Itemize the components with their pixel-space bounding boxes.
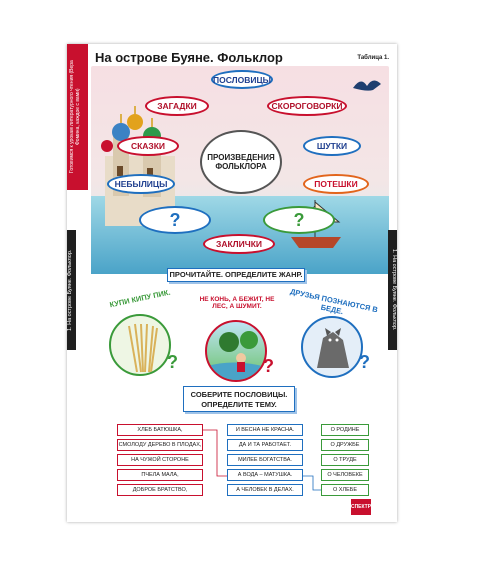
fine-print bbox=[373, 499, 393, 515]
theme-box[interactable]: О ХЛЕБЕ bbox=[321, 484, 369, 496]
genre-text-3: ДРУЗЬЯ ПОЗНАЮТСЯ В БЕДЕ. bbox=[289, 286, 379, 317]
proverb-left[interactable]: ДОБРОЕ БРАТСТВО, bbox=[117, 484, 203, 496]
theme-box[interactable]: О РОДИНЕ bbox=[321, 424, 369, 436]
bubble-question-right: ? bbox=[263, 206, 335, 234]
bubble-question-left: ? bbox=[139, 206, 211, 234]
proverb-right[interactable]: А ЧЕЛОВЕК В ДЕЛАХ. bbox=[227, 484, 303, 496]
sticks-illustration bbox=[111, 316, 171, 376]
proverb-left[interactable]: ХЛЕБ БАТЮШКА, bbox=[117, 424, 203, 436]
proverb-left[interactable]: ПЧЕЛА МАЛА, bbox=[117, 469, 203, 481]
proverb-right[interactable]: ДА И ТА РАБОТАЕТ. bbox=[227, 439, 303, 451]
bubble-poslovitsy: ПОСЛОВИЦЫ bbox=[211, 70, 273, 89]
red-strip-text: Готовимся к урокам литературного чтения (Вера Фомина, каждое с вами) bbox=[69, 60, 81, 174]
red-strip bbox=[67, 44, 88, 190]
bubble-zagadki: ЗАГАДКИ bbox=[145, 96, 209, 116]
wolf-illustration bbox=[303, 318, 363, 378]
question-mark-2: ? bbox=[263, 356, 274, 376]
question-mark-1: ? bbox=[167, 352, 178, 372]
theme-box[interactable]: О ТРУДЕ bbox=[321, 454, 369, 466]
bubble-zaklichki: ЗАКЛИЧКИ bbox=[203, 234, 275, 254]
bubble-poteshki: ПОТЕШКИ bbox=[303, 174, 369, 194]
bubble-skorogovorki: СКОРОГОВОРКИ bbox=[267, 96, 347, 116]
bubble-shutki: ШУТКИ bbox=[303, 136, 361, 156]
genre-text-2: НЕ КОНЬ, А БЕЖИТ, НЕ ЛЕС, А ШУМИТ. bbox=[199, 296, 275, 310]
genre-circle-2 bbox=[205, 320, 267, 382]
boy-by-stream-illustration bbox=[207, 322, 267, 382]
side-label-right: 1. На острове Буяне. Фольклор. bbox=[388, 230, 397, 350]
bubble-skazki: СКАЗКИ bbox=[117, 136, 179, 156]
bubble-nebylitsy: НЕБЫЛИЦЫ bbox=[107, 174, 175, 194]
side-label-left: 1. На острове Буяне. Фольклор. bbox=[67, 230, 76, 350]
instruction-genre: ПРОЧИТАЙТЕ. ОПРЕДЕЛИТЕ ЖАНР. bbox=[167, 268, 305, 282]
theme-box[interactable]: О ЧЕЛОВЕКЕ bbox=[321, 469, 369, 481]
poster bbox=[67, 44, 397, 522]
proverb-left[interactable]: НА ЧУЖОЙ СТОРОНЕ bbox=[117, 454, 203, 466]
instruction-proverbs: СОБЕРИТЕ ПОСЛОВИЦЫ. ОПРЕДЕЛИТЕ ТЕМУ. bbox=[183, 386, 295, 412]
connector-lines bbox=[203, 424, 323, 496]
proverb-right[interactable]: А ВОДА – МАТУШКА. bbox=[227, 469, 303, 481]
question-mark-3: ? bbox=[359, 352, 370, 372]
proverb-right[interactable]: И ВЕСНА НЕ КРАСНА. bbox=[227, 424, 303, 436]
bird-icon bbox=[351, 74, 383, 98]
publisher-logo: СПЕКТР bbox=[351, 499, 371, 515]
genre-circle-3 bbox=[301, 316, 363, 378]
center-concept: ПРОИЗВЕДЕНИЯ ФОЛЬКЛОРА bbox=[200, 130, 282, 194]
table-number: Таблица 1. bbox=[357, 55, 389, 61]
theme-box[interactable]: О ДРУЖБЕ bbox=[321, 439, 369, 451]
proverb-left[interactable]: СМОЛОДУ ДЕРЕВО В ПЛОДАХ, bbox=[117, 439, 203, 451]
proverb-right[interactable]: МИЛЕЕ БОГАТСТВА. bbox=[227, 454, 303, 466]
genre-text-1: КУПИ КИПУ ПИК. bbox=[108, 287, 172, 310]
page-title: На острове Буяне. Фольклор bbox=[95, 50, 283, 65]
genre-circle-1 bbox=[109, 314, 171, 376]
